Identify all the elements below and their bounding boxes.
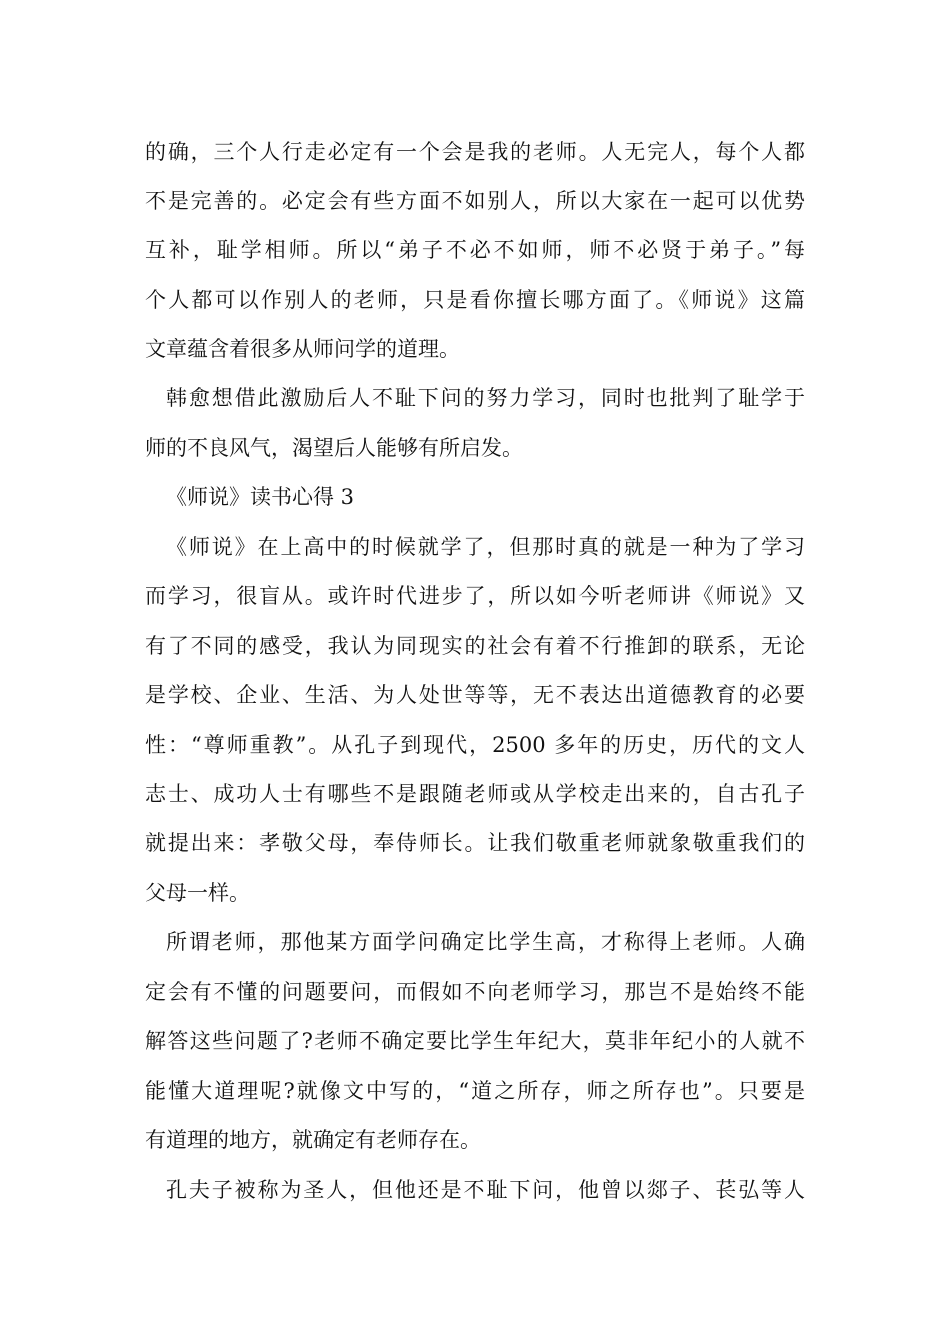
text-line: 师的不良风气，渴望后人能够有所启发。 [145, 436, 523, 460]
text-line: 《师说》在上高中的时候就学了，但那时真的就是一种为了学习 [166, 535, 805, 559]
text-line: 性：“尊师重教”。从孔子到现代，2500 多年的历史，历代的文人 [145, 733, 805, 757]
text-line: 就提出来：孝敬父母，奉侍师长。让我们敬重老师就象敬重我们的 [145, 831, 805, 855]
text-line: 而学习，很盲从。或许时代进步了，所以如今听老师讲《师说》又 [145, 584, 805, 608]
section-heading: 《师说》读书心得 3 [166, 485, 355, 509]
text-line: 父母一样。 [145, 881, 250, 905]
text-line: 定会有不懂的问题要问，而假如不向老师学习，那岂不是始终不能 [145, 980, 805, 1004]
text-line: 解答这些问题了?老师不确定要比学生年纪大，莫非年纪小的人就不 [145, 1029, 805, 1053]
text-line: 互补，耻学相师。所以“弟子不必不如师，师不必贤于弟子。”每 [145, 238, 805, 262]
text-line: 孔夫子被称为圣人，但他还是不耻下问，他曾以郯子、苌弘等人 [166, 1178, 805, 1202]
text-line: 文章蕴含着很多从师问学的道理。 [145, 337, 460, 361]
text-line: 是学校、企业、生活、为人处世等等，无不表达出道德教育的必要 [145, 683, 805, 707]
text-line: 的确，三个人行走必定有一个会是我的老师。人无完人，每个人都 [145, 140, 805, 164]
text-line: 个人都可以作别人的老师，只是看你擅长哪方面了。《师说》这篇 [145, 288, 805, 312]
text-line: 有了不同的感受，我认为同现实的社会有着不行推卸的联系，无论 [145, 634, 805, 658]
text-line: 不是完善的。必定会有些方面不如别人，所以大家在一起可以优势 [145, 189, 805, 213]
text-line: 能懂大道理呢?就像文中写的，“道之所存，师之所存也”。只要是 [145, 1079, 805, 1103]
text-line: 韩愈想借此激励后人不耻下问的努力学习，同时也批判了耻学于 [166, 386, 805, 410]
text-line: 有道理的地方，就确定有老师存在。 [145, 1128, 481, 1152]
text-line: 所谓老师，那他某方面学问确定比学生高，才称得上老师。人确 [166, 930, 805, 954]
text-line: 志士、成功人士有哪些不是跟随老师或从学校走出来的，自古孔子 [145, 782, 805, 806]
